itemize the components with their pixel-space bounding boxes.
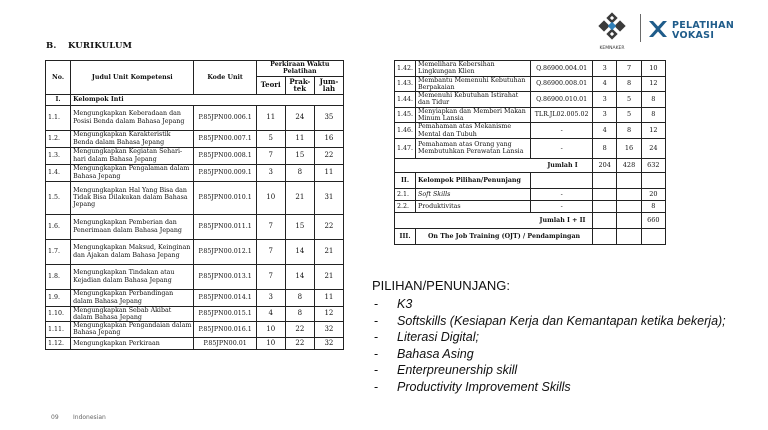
header-kode: Kode Unit: [194, 61, 256, 95]
vokasi-x-icon: [647, 18, 669, 40]
row-no: 1.2.: [46, 130, 71, 147]
row-jumlah: 24: [641, 138, 665, 158]
row-judul: Mengungkapkan Karakteristik Benda dalam Bahasa Jepang: [71, 130, 194, 147]
row-praktek: 14: [285, 239, 314, 264]
row-kode: P.85JPN00.015.1: [194, 306, 256, 322]
table-row: [46, 337, 344, 349]
list-item: [372, 346, 757, 363]
row-kode: P.85JPN00.013.1: [194, 264, 256, 289]
pelatihan-vokasi-logo: [647, 17, 747, 41]
row-judul: Mengungkapkan Perkiraan: [71, 337, 194, 349]
empty-cell: [593, 212, 617, 228]
kemnaker-emblem-icon: [591, 12, 633, 46]
row-kode: P.85JPN00.016.1: [194, 322, 256, 338]
group-row-3: [395, 228, 666, 244]
table-row: [46, 322, 344, 338]
header-no: No.: [46, 61, 71, 95]
row-no: 1.3.: [46, 147, 71, 164]
empty-cell: [617, 228, 641, 244]
table-row: [395, 123, 666, 139]
row-praktek: 21: [285, 181, 314, 214]
header-jumlah: Jum-lah: [314, 76, 343, 94]
row-no: 1.5.: [46, 181, 71, 214]
row-jumlah: 16: [314, 130, 343, 147]
row-kode: P.85JPN00.010.1: [194, 181, 256, 214]
row-judul: Mengungkapkan Maksud, Keinginan dan Ajakan dalam Bahasa Jepang: [71, 239, 194, 264]
row-judul: Membantu Memenuhi Kebutuhan Berpakaian: [416, 76, 531, 92]
row-teori: 7: [256, 239, 285, 264]
row-praktek: 5: [617, 92, 641, 108]
list-item: [372, 329, 757, 346]
pelatihan-text: PELATIHAN: [672, 20, 735, 31]
row-kode: -: [531, 123, 593, 139]
footer-page-number: 09: [51, 414, 59, 421]
row-teori: 10: [256, 337, 285, 349]
empty-cell: [593, 172, 617, 188]
row-praktek: 11: [285, 130, 314, 147]
row-praktek: 8: [285, 164, 314, 181]
row-no: 2.1.: [395, 188, 416, 200]
row-judul: Mengungkapkan Sebab Akibat dalam Bahasa Jepang: [71, 306, 194, 322]
row-judul: Mengungkapkan Pengalaman dalam Bahasa Jepang: [71, 164, 194, 181]
dash-bullet: -: [374, 313, 379, 328]
pilihan-title: PILIHAN/PENUNJANG:: [372, 278, 510, 293]
pilihan-list: [372, 296, 757, 395]
group-no: III.: [395, 228, 416, 244]
row-teori: 3: [593, 61, 617, 77]
dash-bullet: -: [374, 379, 379, 394]
row-judul: Mengungkapkan Pemberian dan Penerimaan dalam Bahasa Jepang: [71, 214, 194, 239]
row-teori: 4: [256, 306, 285, 322]
footer-language: Indonesian: [73, 414, 106, 421]
row-jumlah: 12: [314, 306, 343, 322]
row-no: 1.12.: [46, 337, 71, 349]
logo-divider: [640, 14, 641, 42]
group-label: On The Job Training (OJT) / Pendampingan: [416, 228, 593, 244]
row-judul: Mengungkapkan Perbandingan dalam Bahasa Jepang: [71, 289, 194, 306]
row-jumlah: 32: [314, 337, 343, 349]
list-item-text: Softskills (Kesiapan Kerja dan Kemantapan ketika bekerja);: [397, 313, 726, 328]
row-teori: 4: [593, 76, 617, 92]
row-no: 1.8.: [46, 264, 71, 289]
table-row: [395, 138, 666, 158]
row-praktek: 8: [617, 76, 641, 92]
row-teori: 7: [256, 214, 285, 239]
row-praktek: 14: [285, 264, 314, 289]
row-teori: 11: [256, 105, 285, 130]
total-label: Jumlah I + II: [395, 212, 593, 228]
table-row: [46, 130, 344, 147]
table-row: [46, 239, 344, 264]
row-judul: Mengungkapkan Hal Yang Bisa dan Tidak Bisa Dilakukan dalam Bahasa Jepang: [71, 181, 194, 214]
row-jumlah: 32: [314, 322, 343, 338]
list-item: [372, 313, 757, 330]
group-label: Kelompok Inti: [71, 94, 344, 105]
total-row-1: [395, 158, 666, 172]
row-teori: 10: [256, 322, 285, 338]
row-teori: 5: [256, 130, 285, 147]
row-teori: 3: [593, 92, 617, 108]
empty-cell: [617, 212, 641, 228]
row-praktek: 24: [285, 105, 314, 130]
total-row-2: [395, 212, 666, 228]
row-jumlah: 21: [314, 264, 343, 289]
row-kode: Q.86900.004.01: [531, 61, 593, 77]
table-row: [395, 200, 666, 212]
row-teori: 8: [593, 138, 617, 158]
row-no: 1.10.: [46, 306, 71, 322]
group-row-2: [395, 172, 666, 188]
list-item-text: Productivity Improvement Skills: [397, 379, 571, 394]
list-item-text: Enterpreunership skill: [397, 363, 518, 377]
row-jumlah: 10: [641, 61, 665, 77]
header-waktu: Perkiraan Waktu Pelatihan: [256, 61, 343, 77]
row-no: 1.46.: [395, 123, 416, 139]
row-jumlah: 12: [641, 123, 665, 139]
row-teori: 4: [593, 123, 617, 139]
vokasi-text: VOKASI: [672, 30, 715, 41]
table-row: [395, 61, 666, 77]
empty-cell: [641, 228, 665, 244]
section-letter: B.: [46, 41, 57, 51]
empty-cell: [617, 172, 641, 188]
row-jumlah: 21: [314, 239, 343, 264]
row-kode: TLR.JL02.005.02: [531, 107, 593, 123]
row-kode: -: [531, 188, 593, 200]
row-jumlah: 31: [314, 181, 343, 214]
curriculum-table-left: [45, 60, 344, 350]
kemnaker-logo: [591, 12, 633, 54]
group-no: I.: [46, 94, 71, 105]
row-kode: P.85JPN00.01: [194, 337, 256, 349]
section-title: KURIKULUM: [68, 41, 133, 51]
row-praktek: 22: [285, 322, 314, 338]
row-teori: 7: [256, 147, 285, 164]
row-teori: 3: [256, 289, 285, 306]
empty-cell: [641, 172, 665, 188]
row-praktek: 8: [617, 123, 641, 139]
total-praktek: 428: [617, 158, 641, 172]
row-teori: 10: [256, 181, 285, 214]
row-no: 1.6.: [46, 214, 71, 239]
row-praktek: 16: [617, 138, 641, 158]
section-heading: [46, 41, 132, 51]
row-no: 1.42.: [395, 61, 416, 77]
empty-cell: [617, 200, 641, 212]
empty-cell: [593, 188, 617, 200]
total-jumlah: 660: [641, 212, 665, 228]
row-teori: 3: [593, 107, 617, 123]
table-row: [395, 92, 666, 108]
row-judul: Pemahaman atas Mekanisme Mental dan Tubuh: [416, 123, 531, 139]
row-praktek: 8: [285, 306, 314, 322]
row-teori: 7: [256, 264, 285, 289]
row-no: 1.11.: [46, 322, 71, 338]
empty-cell: [593, 200, 617, 212]
table-row: [46, 306, 344, 322]
row-no: 1.43.: [395, 76, 416, 92]
empty-cell: [617, 188, 641, 200]
row-kode: -: [531, 138, 593, 158]
row-teori: 3: [256, 164, 285, 181]
table-row: [46, 147, 344, 164]
row-no: 1.45.: [395, 107, 416, 123]
header-teori: Teori: [256, 76, 285, 94]
row-judul: Menyiapkan dan Memberi Makan Minum Lansia: [416, 107, 531, 123]
table-row: [395, 107, 666, 123]
row-kode: Q.86900.008.01: [531, 76, 593, 92]
row-no: 1.44.: [395, 92, 416, 108]
curriculum-table-right: [394, 60, 666, 245]
kemnaker-caption: KEMNAKER: [599, 46, 625, 51]
row-kode: P.85JPN00.012.1: [194, 239, 256, 264]
table-row: [46, 105, 344, 130]
row-kode: P.85JPN00.009.1: [194, 164, 256, 181]
row-no: 1.47.: [395, 138, 416, 158]
table-row: [46, 264, 344, 289]
row-no: 1.1.: [46, 105, 71, 130]
row-jumlah: 22: [314, 147, 343, 164]
row-praktek: 5: [617, 107, 641, 123]
table-row: [395, 76, 666, 92]
row-praktek: 22: [285, 337, 314, 349]
row-kode: P.85JPN00.008.1: [194, 147, 256, 164]
list-item-text: Literasi Digital;: [397, 330, 479, 344]
row-jumlah: 35: [314, 105, 343, 130]
row-judul: Mengungkapkan Kegiatan Sehari-hari dalam Bahasa Jepang: [71, 147, 194, 164]
list-item: [372, 362, 757, 379]
row-judul: Memelihara Kebersihan Lingkungan Klien: [416, 61, 531, 77]
table-row: [46, 214, 344, 239]
row-no: 1.7.: [46, 239, 71, 264]
list-item: [372, 379, 757, 396]
row-jumlah: 22: [314, 214, 343, 239]
group-no: II.: [395, 172, 416, 188]
row-kode: P.85JPN00.014.1: [194, 289, 256, 306]
row-jumlah: 20: [641, 188, 665, 200]
header-praktek: Prak-tek: [285, 76, 314, 94]
page-footer: [45, 410, 344, 430]
list-item: [372, 296, 757, 313]
total-teori: 204: [593, 158, 617, 172]
dash-bullet: -: [374, 297, 379, 311]
empty-cell: [531, 172, 593, 188]
row-jumlah: 12: [641, 76, 665, 92]
row-jumlah: 11: [314, 164, 343, 181]
row-praktek: 8: [285, 289, 314, 306]
row-kode: -: [531, 200, 593, 212]
total-jumlah: 632: [641, 158, 665, 172]
group-row: [46, 94, 344, 105]
total-label: Jumlah I: [395, 158, 593, 172]
row-judul: Mengungkapkan Keberadaan dan Posisi Benda dalam Bahasa Jepang: [71, 105, 194, 130]
table-row: [46, 181, 344, 214]
dash-bullet: -: [374, 330, 379, 344]
row-praktek: 7: [617, 61, 641, 77]
row-judul: Produktivitas: [416, 200, 531, 212]
list-item-text: Bahasa Asing: [397, 346, 474, 361]
row-jumlah: 8: [641, 92, 665, 108]
row-jumlah: 8: [641, 200, 665, 212]
row-judul: Mengungkapkan Tindakan atau Kejadian dalam Bahasa Jepang: [71, 264, 194, 289]
row-no: 1.4.: [46, 164, 71, 181]
dash-bullet: -: [374, 363, 379, 377]
row-kode: P.85JPN00.011.1: [194, 214, 256, 239]
row-jumlah: 8: [641, 107, 665, 123]
empty-cell: [593, 228, 617, 244]
row-judul: Memenuhi Kebutuhan Istirahat dan Tidur: [416, 92, 531, 108]
group-label: Kelompok Pilihan/Penunjang: [416, 172, 531, 188]
row-praktek: 15: [285, 147, 314, 164]
row-praktek: 15: [285, 214, 314, 239]
header-judul: Judul Unit Kompetensi: [71, 61, 194, 95]
row-kode: P.85JPN00.006.1: [194, 105, 256, 130]
row-no: 2.2.: [395, 200, 416, 212]
row-no: 1.9.: [46, 289, 71, 306]
row-jumlah: 11: [314, 289, 343, 306]
table-row: [395, 188, 666, 200]
row-kode: P.85JPN00.007.1: [194, 130, 256, 147]
row-judul: Soft Skills: [416, 188, 531, 200]
row-kode: Q.86900.010.01: [531, 92, 593, 108]
dash-bullet: -: [374, 346, 379, 361]
pilihan-section: [372, 278, 757, 395]
row-judul: Mengungkapkan Pengandaian dalam Bahasa Jepang: [71, 322, 194, 338]
row-judul: Pemahaman atas Orang yang Membutuhkan Perawatan Lansia: [416, 138, 531, 158]
list-item-text: K3: [397, 297, 413, 311]
table-row: [46, 164, 344, 181]
table-row: [46, 289, 344, 306]
